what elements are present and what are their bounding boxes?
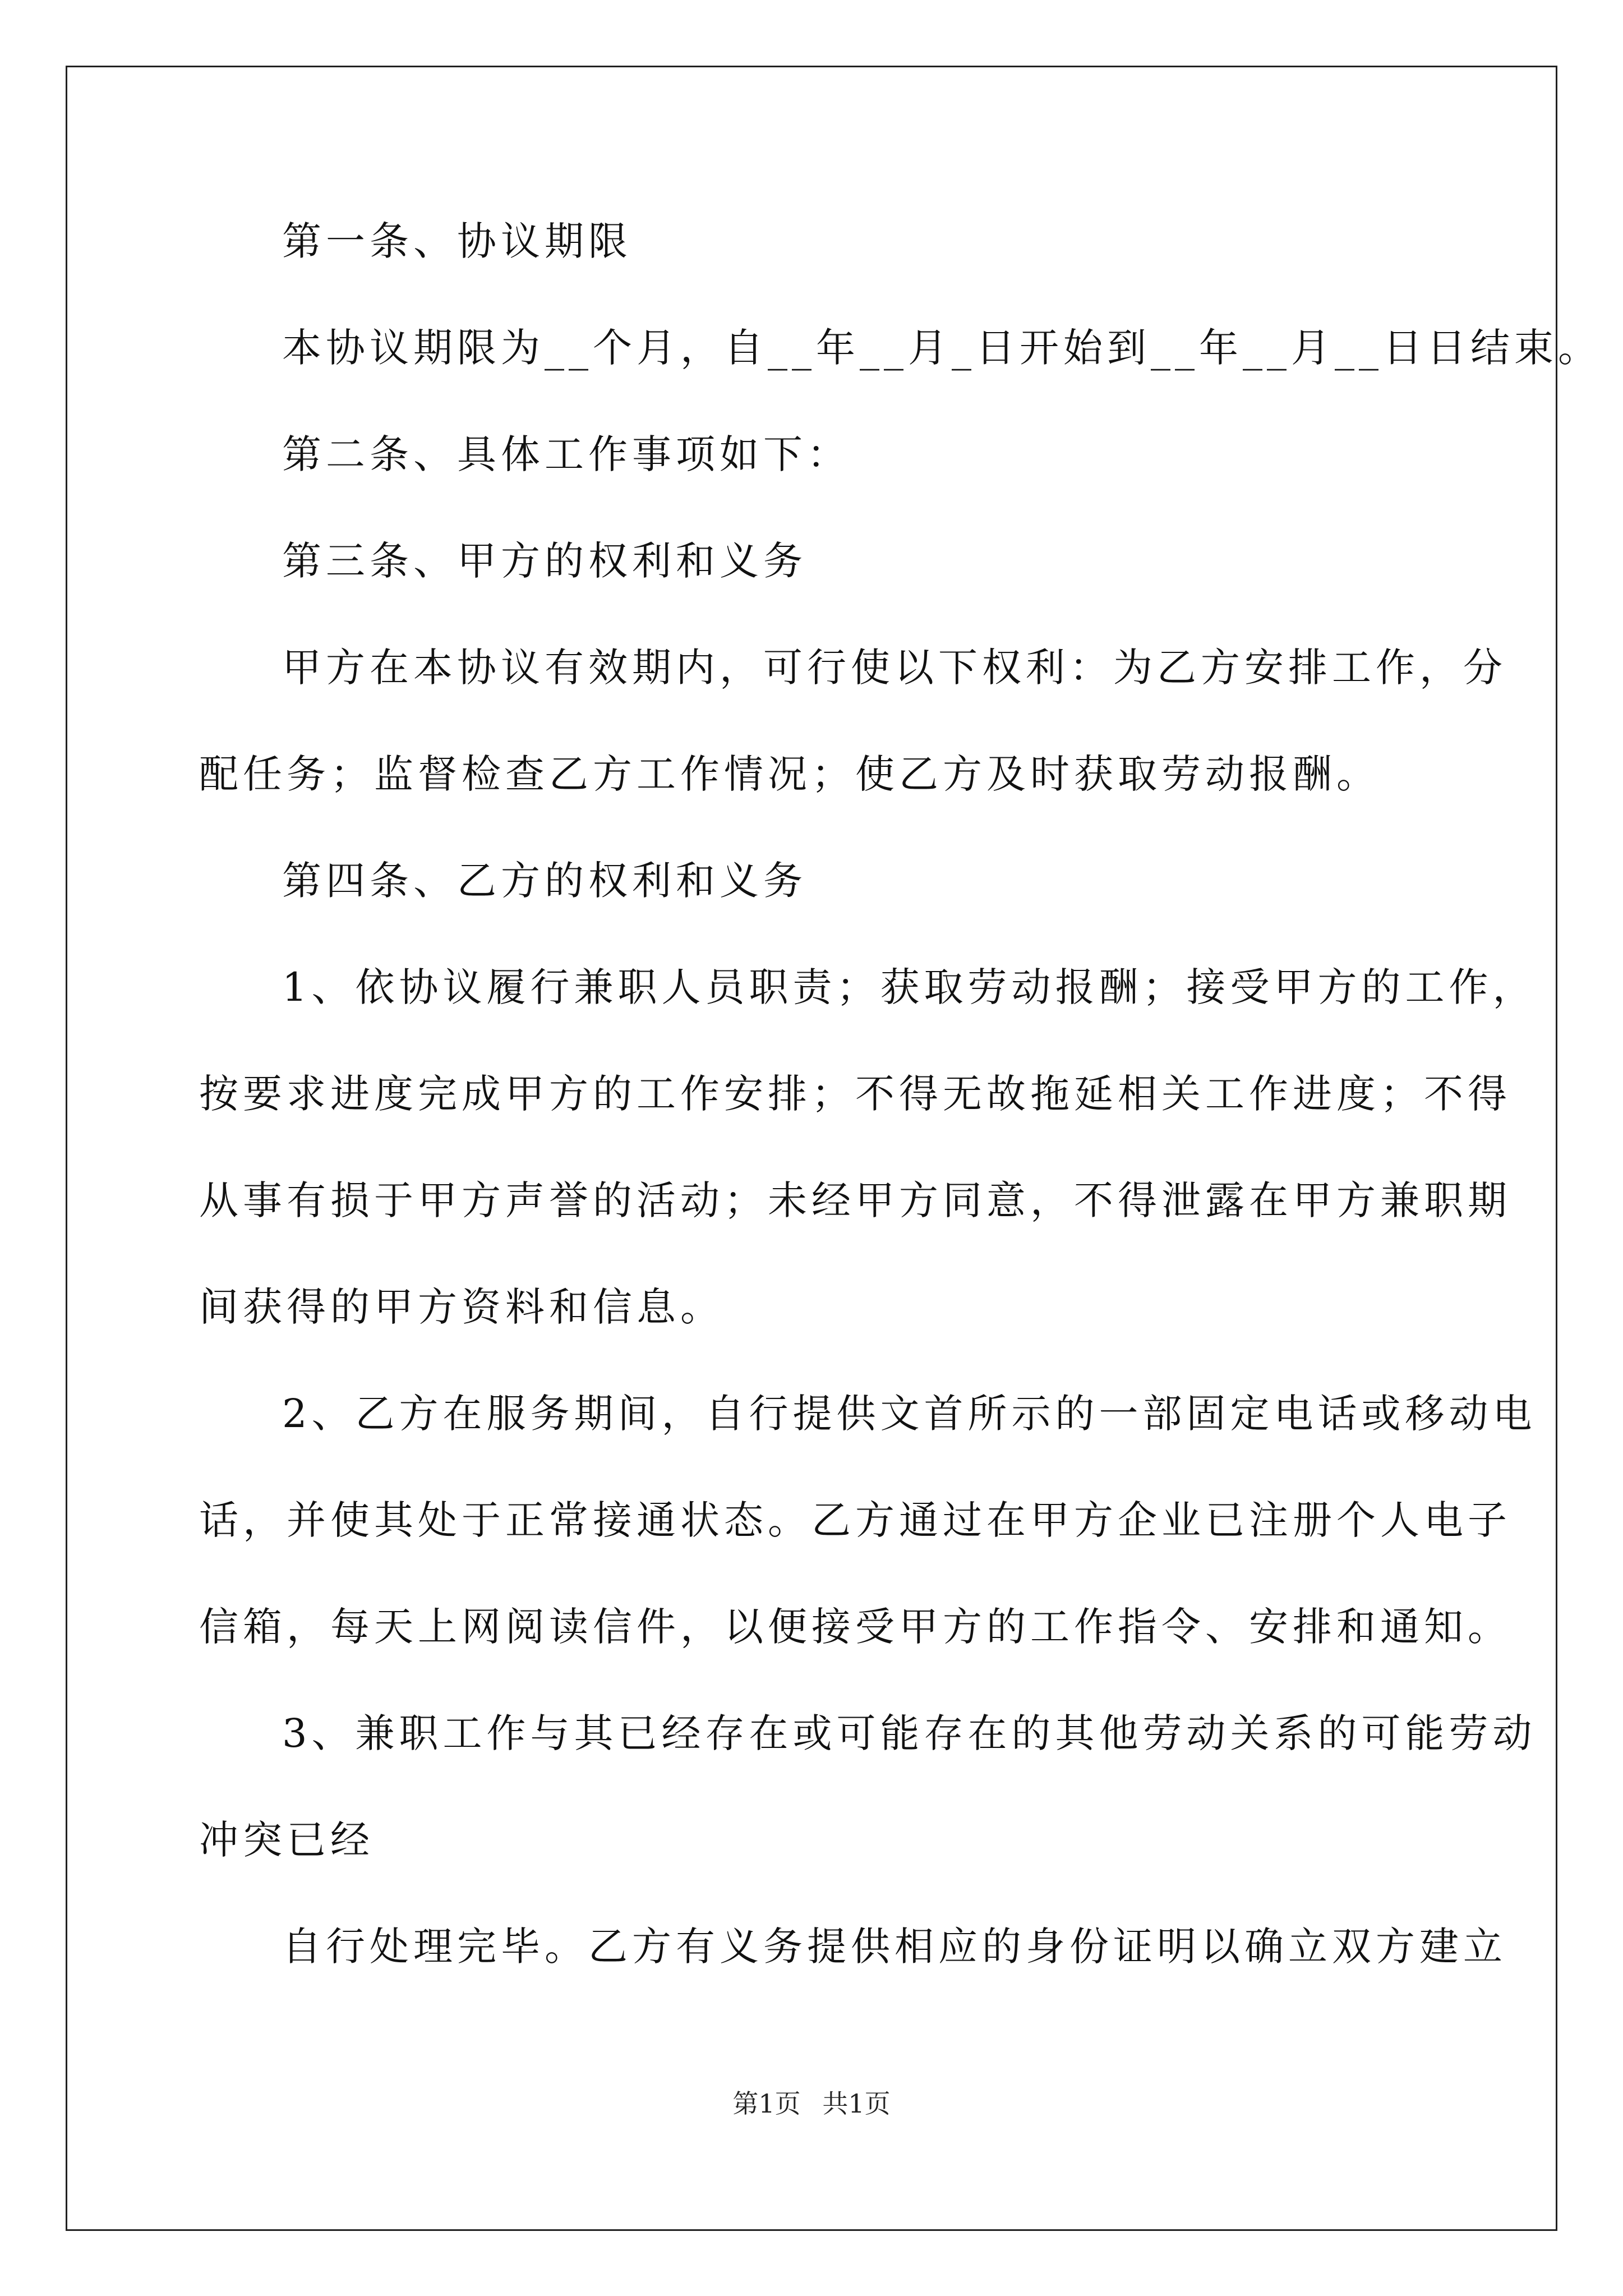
clause-1-text-line: 1、依协议履行兼职人员职责；获取劳动报酬；接受甲方的工作， <box>282 964 1537 1010</box>
article-2-heading: 第二条、具体工作事项如下： <box>282 431 851 477</box>
clause-2-text-line: 话，并使其处于正常接通状态。乙方通过在甲方企业已注册个人电子 <box>199 1497 1511 1543</box>
page-number-current: 第1页 <box>732 2088 801 2119</box>
clause-3-continued-line: 自行处理完毕。乙方有义务提供相应的身份证明以确立双方建立 <box>282 1924 1507 1970</box>
article-4-heading: 第四条、乙方的权利和义务 <box>282 858 807 904</box>
clause-2-text-line: 信箱，每天上网阅读信件，以便接受甲方的工作指令、安排和通知。 <box>199 1604 1511 1650</box>
clause-2-text-line: 2、乙方在服务期间，自行提供文首所示的一部固定电话或移动电 <box>282 1391 1537 1437</box>
clause-3-text-line: 3、兼职工作与其已经存在或可能存在的其他劳动关系的可能劳动 <box>282 1710 1537 1756</box>
clause-1-text-line: 从事有损于甲方声誉的活动；未经甲方同意，不得泄露在甲方兼职期 <box>199 1177 1511 1223</box>
page-border <box>66 66 1557 2231</box>
clause-1-text-line: 间获得的甲方资料和信息。 <box>199 1284 724 1330</box>
page-footer <box>0 2087 1623 2120</box>
article-1-heading: 第一条、协议期限 <box>282 218 632 264</box>
article-3-text-line: 甲方在本协议有效期内，可行使以下权利：为乙方安排工作，分 <box>282 645 1507 691</box>
clause-1-text-line: 按要求进度完成甲方的工作安排；不得无故拖延相关工作进度；不得 <box>199 1071 1511 1117</box>
article-1-text: 本协议期限为__个月，自__年__月_日开始到__年__月__日日结束。 <box>282 325 1602 371</box>
clause-3-text-line: 冲突已经 <box>199 1817 374 1863</box>
article-3-heading: 第三条、甲方的权利和义务 <box>282 538 807 584</box>
page-number-total: 共1页 <box>822 2088 891 2119</box>
article-3-text-line: 配任务；监督检查乙方工作情况；使乙方及时获取劳动报酬。 <box>199 751 1380 797</box>
